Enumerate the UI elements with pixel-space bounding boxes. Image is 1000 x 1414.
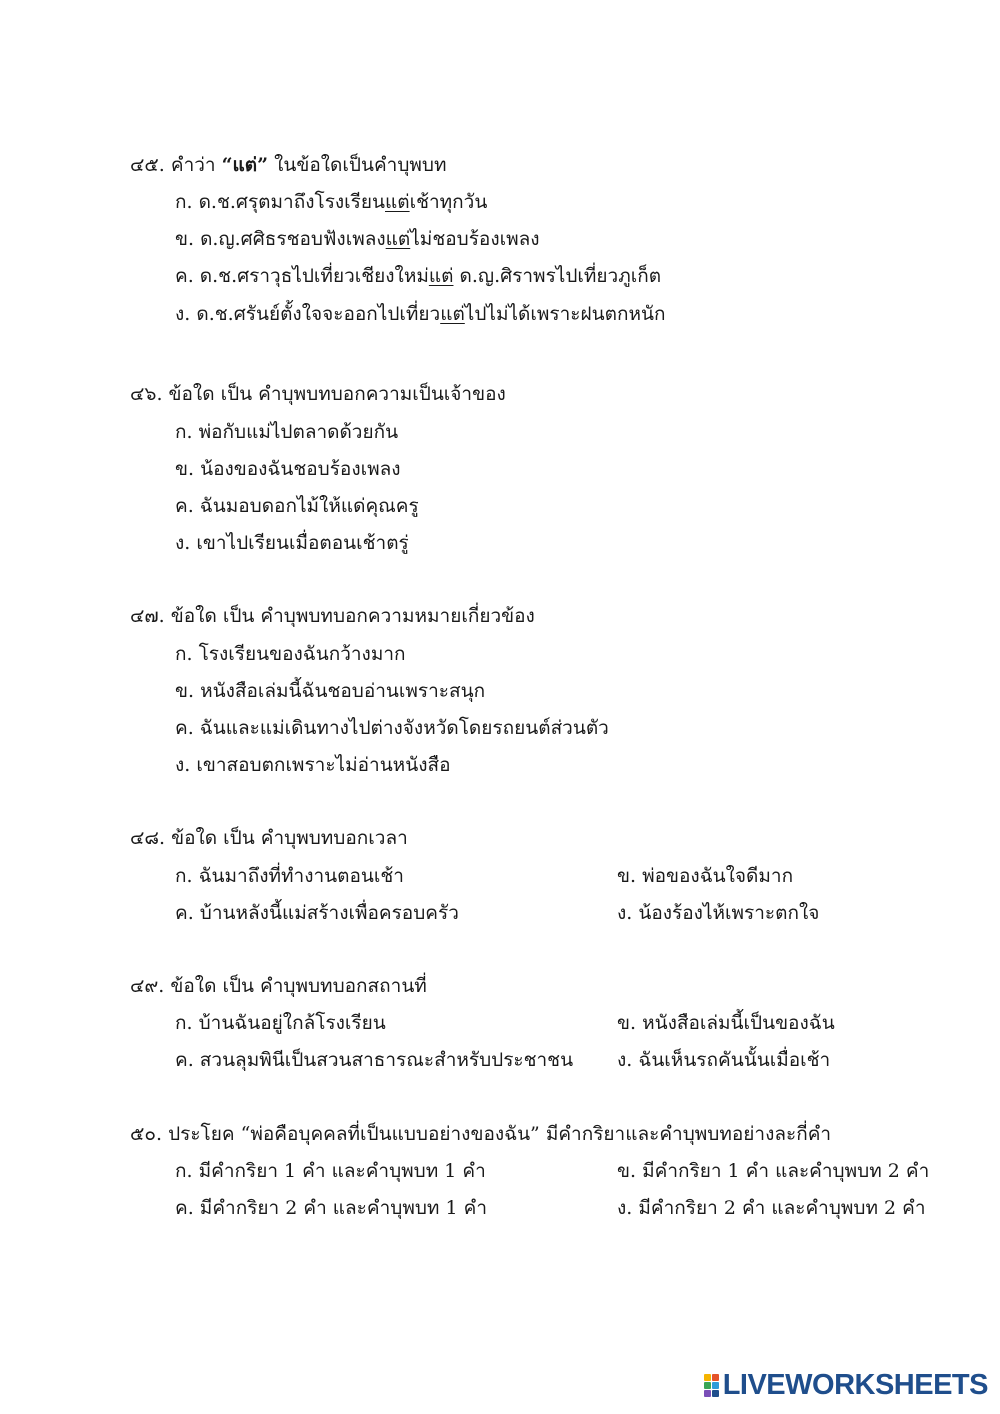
question-45: [130, 147, 950, 325]
option-kho[interactable]: ข. ด.ญ.ศศิธรชอบฟังเพลงแต่ไม่ชอบร้องเพลง: [175, 228, 540, 250]
option-label: ค.: [175, 265, 194, 287]
option-label: ข.: [617, 1160, 637, 1182]
liveworksheets-logo[interactable]: [704, 1368, 988, 1402]
option-ka[interactable]: ก. พ่อกับแม่ไปตลาดด้วยกัน: [175, 421, 399, 443]
question-number: ๕๐.: [130, 1123, 163, 1145]
underlined-word: แต่: [385, 191, 410, 213]
question-49: [130, 968, 950, 1071]
underlined-word: แต่: [428, 265, 454, 287]
option-label: ง.: [617, 902, 633, 924]
option-label: ก.: [175, 1160, 193, 1182]
option-label: ง.: [617, 1197, 633, 1219]
option-kho[interactable]: ข. พ่อของฉันใจดีมาก: [617, 865, 794, 887]
logo-text: LIVEWORKSHEETS: [722, 1368, 988, 1401]
option-ngo[interactable]: ง. เขาสอบตกเพราะไม่อ่านหนังสือ: [175, 754, 451, 776]
option-label: ง.: [175, 303, 191, 325]
option-label: ก.: [175, 865, 193, 887]
option-label: ค.: [175, 495, 194, 517]
option-label: ข.: [175, 680, 195, 702]
option-label: ค.: [175, 717, 194, 739]
option-label: ง.: [175, 532, 191, 554]
question-47: [130, 598, 950, 776]
question-number: ๔๖.: [130, 383, 163, 405]
question-number: ๔๘.: [130, 827, 166, 849]
option-kho[interactable]: ข. หนังสือเล่มนี้ฉันชอบอ่านเพราะสนุก: [175, 680, 486, 702]
option-ngo[interactable]: ง. ฉันเห็นรถคันนั้นเมื่อเช้า: [617, 1049, 831, 1071]
option-kho[interactable]: ข. น้องของฉันชอบร้องเพลง: [175, 458, 401, 480]
logo-square: [704, 1390, 711, 1397]
question-50: [130, 1116, 950, 1219]
option-kho-khwai[interactable]: ค. ฉันมอบดอกไม้ให้แด่คุณครู: [175, 495, 419, 517]
question-stem: ๔๘. ข้อใด เป็น คำบุพบทบอกเวลา: [130, 827, 408, 849]
option-label: ง.: [617, 1049, 633, 1071]
liveworksheets-logo-icon: [704, 1374, 719, 1397]
question-stem: ๔๗. ข้อใด เป็น คำบุพบทบอกความหมายเกี่ยวข้อง: [130, 605, 535, 627]
highlighted-word: “แต่”: [221, 154, 269, 176]
logo-square: [712, 1374, 719, 1381]
option-label: ข.: [617, 865, 637, 887]
option-label: ง.: [175, 754, 191, 776]
option-kho-khwai[interactable]: ค. มีคำกริยา 2 คำ และคำบุพบท 1 คำ: [175, 1197, 487, 1219]
option-ka[interactable]: ก. บ้านฉันอยู่ใกล้โรงเรียน: [175, 1012, 386, 1034]
question-stem: ๕๐. ประโยค “พ่อคือบุคคลที่เป็นแบบอย่างของฉัน” มีคำกริยาและคำบุพบทอย่างละกี่คำ: [130, 1123, 832, 1145]
question-48: [130, 820, 950, 924]
question-number: ๔๕.: [130, 154, 165, 176]
option-label: ข.: [617, 1012, 637, 1034]
option-ka[interactable]: ก. มีคำกริยา 1 คำ และคำบุพบท 1 คำ: [175, 1160, 486, 1182]
option-label: ข.: [175, 228, 195, 250]
option-kho-khwai[interactable]: ค. ด.ช.ศราวุธไปเที่ยวเชียงใหม่แต่ ด.ญ.ศิราพรไปเที่ยวภูเก็ต: [175, 265, 662, 287]
question-46: [130, 376, 950, 554]
option-label: ข.: [175, 458, 195, 480]
option-ngo[interactable]: ง. เขาไปเรียนเมื่อตอนเช้าตรู่: [175, 532, 409, 554]
question-stem: ๔๙. ข้อใด เป็น คำบุพบทบอกสถานที่: [130, 975, 427, 997]
logo-square: [712, 1382, 719, 1389]
option-kho[interactable]: ข. หนังสือเล่มนี้เป็นของฉัน: [617, 1012, 835, 1034]
logo-square: [712, 1390, 719, 1397]
option-ngo[interactable]: ง. มีคำกริยา 2 คำ และคำบุพบท 2 คำ: [617, 1197, 926, 1219]
logo-square: [704, 1374, 711, 1381]
option-label: ค.: [175, 1049, 194, 1071]
question-stem: ๔๖. ข้อใด เป็น คำบุพบทบอกความเป็นเจ้าของ: [130, 383, 506, 405]
question-stem: ๔๕. คำว่า “แต่” ในข้อใดเป็นคำบุพบท: [130, 154, 447, 176]
option-ngo[interactable]: ง. ด.ช.ศรันย์ตั้งใจจะออกไปเที่ยวแต่ไปไม่ได้เพราะฝนตกหนัก: [175, 303, 666, 325]
option-label: ก.: [175, 191, 193, 213]
option-label: ค.: [175, 902, 194, 924]
option-kho-khwai[interactable]: ค. บ้านหลังนี้แม่สร้างเพื่อครอบครัว: [175, 902, 459, 924]
underlined-word: แต่: [385, 228, 411, 250]
option-kho-khwai[interactable]: ค. สวนลุมพินีเป็นสวนสาธารณะสำหรับประชาชน: [175, 1049, 574, 1071]
option-label: ก.: [175, 643, 193, 665]
option-kho-khwai[interactable]: ค. ฉันและแม่เดินทางไปต่างจังหวัดโดยรถยนต์ส่วนตัว: [175, 717, 609, 739]
question-number: ๔๗.: [130, 605, 165, 627]
option-ka[interactable]: ก. ด.ช.ศรุตมาถึงโรงเรียนแต่เช้าทุกวัน: [175, 191, 488, 213]
option-ka[interactable]: ก. ฉันมาถึงที่ทำงานตอนเช้า: [175, 865, 404, 887]
logo-square: [704, 1382, 711, 1389]
option-ngo[interactable]: ง. น้องร้องไห้เพราะตกใจ: [617, 902, 820, 924]
underlined-word: แต่: [440, 303, 465, 325]
option-label: ก.: [175, 1012, 193, 1034]
option-ka[interactable]: ก. โรงเรียนของฉันกว้างมาก: [175, 643, 406, 665]
option-label: ก.: [175, 421, 193, 443]
option-label: ค.: [175, 1197, 194, 1219]
question-number: ๔๙.: [130, 975, 165, 997]
option-kho[interactable]: ข. มีคำกริยา 1 คำ และคำบุพบท 2 คำ: [617, 1160, 930, 1182]
